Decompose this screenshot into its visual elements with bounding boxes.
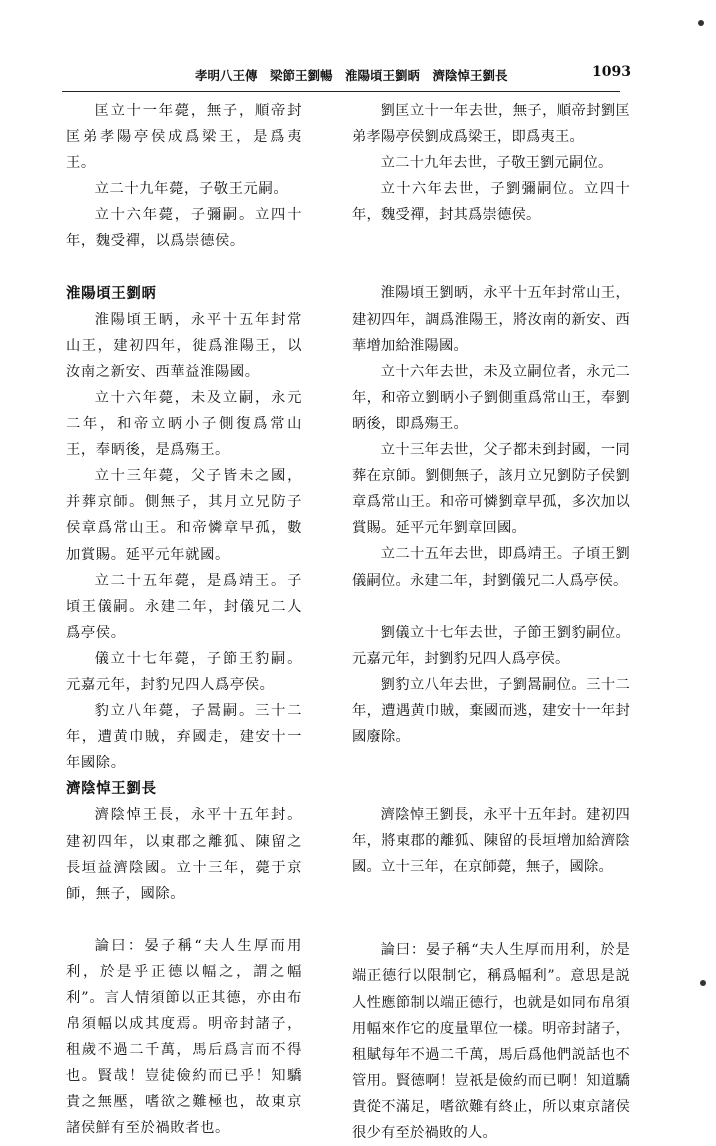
paragraph: 劉豹立八年去世，子劉暠嗣位。三十二年，遭遇黄巾賊，棄國而逃，建安十一年封國廢除。 bbox=[352, 676, 630, 745]
paragraph: 立二十五年薨，是爲靖王。子頃王儀嗣。永建二年，封儀兄二人爲亭侯。 bbox=[66, 572, 302, 641]
paragraph: 立十六年薨，子彌嗣。立四十年，魏受禪，以爲崇德侯。 bbox=[66, 207, 302, 250]
paragraph: 儀立十七年薨，子節王豹嗣。元嘉元年，封豹兄四人爲亭侯。 bbox=[66, 650, 302, 693]
running-title: 孝明八王傳 梁節王劉暢 淮陽頃王劉昞 濟陰悼王劉長 bbox=[195, 68, 508, 83]
page-header bbox=[0, 64, 716, 86]
paragraph: 立二十五年去世，即爲靖王。子頃王劉儀嗣位。永建二年，封劉儀兄二人爲亭侯。 bbox=[352, 546, 630, 589]
header-rule bbox=[62, 91, 620, 92]
paragraph: 淮陽頃王昞，永平十五年封常山王，建初四年，徙爲淮陽王，以汝南之新安、西華益淮陽國。 bbox=[66, 311, 302, 380]
commentary-paragraph: 論曰：晏子稱“夫人生厚而用利，於是乎正德以幅之，謂之幅利”。言人情須節以正其德，亦由布帛須幅以成其度焉。明帝封諸子，租歲不過二千萬，馬后爲言而不得也。賢哉！豈徒儉約而已乎！知驕貴之無壓，嗜欲之難極也，故東京諸侯鮮有至於禍敗者也。 bbox=[66, 937, 302, 1137]
translation-column bbox=[352, 98, 630, 1146]
paragraph: 立十三年去世，父子都未到封國，一同葬在京師。劉側無子，該月立兄劉防子侯劉章爲常山王。和帝可憐劉章早孤，多次加以賞賜。延平元年劉章回國。 bbox=[352, 442, 630, 537]
section-heading: 淮陽頃王劉昞 bbox=[66, 284, 157, 302]
paragraph: 立十六年去世，子劉彌嗣位。立四十年，魏受禪，封其爲崇德侯。 bbox=[352, 181, 630, 224]
paragraph: 立十六年去世，未及立嗣位者，永元二年，和帝立劉昞小子劉側重爲常山王，奉劉昞後，即爲殤王。 bbox=[352, 363, 630, 432]
section-heading: 濟陰悼王劉長 bbox=[66, 780, 157, 798]
paragraph: 淮陽頃王劉昞，永平十五年封常山王，建初四年，調爲淮陽王，將汝南的新安、西華增加給淮陽國。 bbox=[352, 285, 630, 354]
commentary-paragraph: 論曰：晏子稱“夫人生厚而用利，於是端正德行以限制它，稱爲幅利”。意思是説人性應節制以端正德行，也就是如同布帛須用幅來作它的度量單位一樣。明帝封諸子，租賦每年不過二千萬，馬后爲他們説話也不管用。賢德啊！豈祇是儉約而已啊！知道驕貴從不滿足，嗜欲難有終止，所以東京諸侯很少有至於禍敗的人。 bbox=[352, 942, 630, 1141]
paragraph: 立二十九年薨，子敬王元嗣。 bbox=[94, 181, 289, 198]
paragraph: 濟陰悼王長，永平十五年封。建初四年，以東郡之離狐、陳留之長垣益濟陰國。立十三年，薨于京師，無子，國除。 bbox=[66, 807, 302, 902]
paragraph: 立十三年薨，父子皆未之國，并葬京師。側無子，其月立兄防子侯章爲常山王。和帝憐章早孤，數加賞賜。延平元年就國。 bbox=[66, 468, 302, 563]
original-text-column bbox=[66, 98, 302, 1142]
paragraph: 劉匡立十一年去世，無子，順帝封劉匡弟孝陽亭侯劉成爲梁王，即爲夷王。 bbox=[352, 103, 630, 146]
scan-speck bbox=[700, 980, 706, 986]
page-number: 1093 bbox=[592, 64, 631, 80]
paragraph: 立十六年薨，未及立嗣，永元二年，和帝立昞小子側復爲常山王，奉昞後，是爲殤王。 bbox=[66, 389, 302, 459]
paragraph: 濟陰悼王劉長，永平十五年封。建初四年，將東郡的離狐、陳留的長垣增加給濟陰國。立十三年，在京師薨，無子，國除。 bbox=[352, 807, 630, 876]
paragraph: 匡立十一年薨，無子，順帝封匡弟孝陽亭侯成爲梁王，是爲夷王。 bbox=[66, 103, 302, 172]
scan-speck bbox=[698, 20, 704, 26]
paragraph: 豹立八年薨，子暠嗣。三十二年，遭黄巾賊，弃國走，建安十一年國除。 bbox=[66, 703, 302, 772]
paragraph: 立二十九年去世，子敬王劉元嗣位。 bbox=[380, 155, 613, 172]
paragraph: 劉儀立十七年去世，子節王劉豹嗣位。元嘉元年，封劉豹兄四人爲亭侯。 bbox=[352, 624, 630, 667]
